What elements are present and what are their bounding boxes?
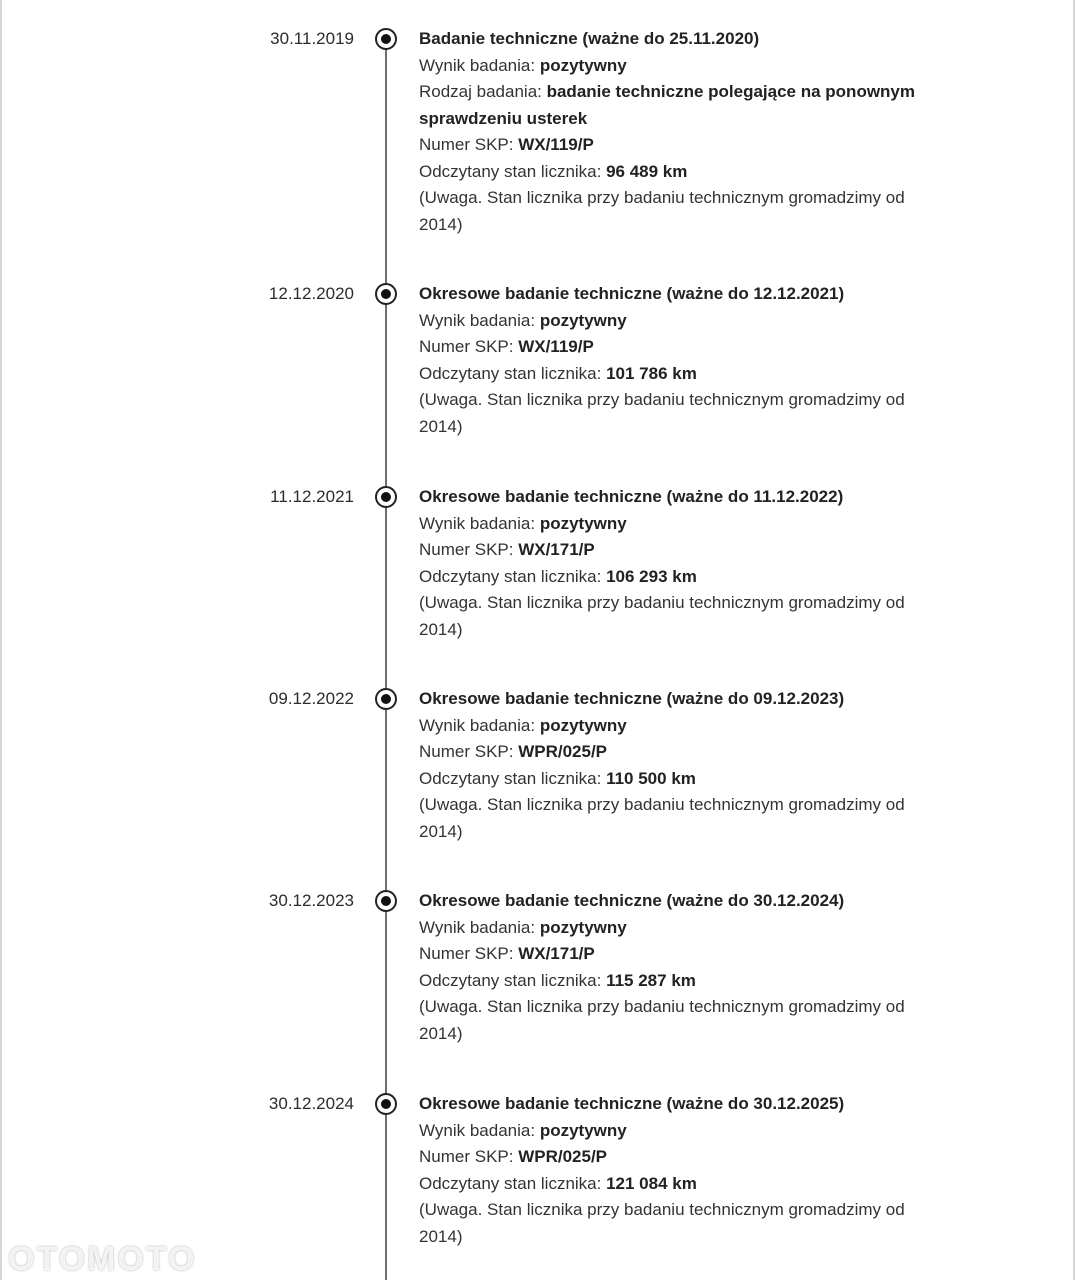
skp-label: Numer SKP: <box>419 1147 519 1166</box>
skp-row <box>419 1144 939 1171</box>
skp-row <box>419 537 939 564</box>
skp-label: Numer SKP: <box>419 337 519 356</box>
odometer-row <box>419 361 939 388</box>
skp-row <box>419 941 939 968</box>
result-label: Wynik badania: <box>419 55 540 75</box>
entry-details <box>419 281 939 440</box>
skp-label: Numer SKP: <box>419 135 519 154</box>
entry-date: 12.12.2020 <box>268 284 354 303</box>
skp-row <box>419 334 939 361</box>
skp-label: Numer SKP: <box>419 540 519 559</box>
odometer-label: Odczytany stan licznika: <box>419 363 607 383</box>
result-label: Wynik badania: <box>419 1120 540 1140</box>
skp-label: Numer SKP: <box>419 944 519 963</box>
timeline-marker-icon <box>375 283 397 305</box>
result-row <box>419 1118 939 1145</box>
skp-row <box>419 739 939 766</box>
entry-date: 11.12.2021 <box>270 487 354 506</box>
entry-date: 30.12.2023 <box>268 891 354 910</box>
odometer-label: Odczytany stan licznika: <box>419 566 607 586</box>
result-label: Wynik badania: <box>419 310 540 330</box>
skp-value: WX/171/P <box>518 540 595 559</box>
timeline-marker-icon <box>375 28 397 50</box>
odometer-note: (Uwaga. Stan licznika przy badaniu technicznym gromadzimy od 2014) <box>419 1200 905 1246</box>
odometer-label: Odczytany stan licznika: <box>419 970 607 990</box>
result-row <box>419 308 939 335</box>
entry-date: 30.11.2019 <box>270 29 354 48</box>
timeline-marker-icon <box>375 1093 397 1115</box>
odometer-value: 106 293 km <box>606 566 697 586</box>
entry-date: 09.12.2022 <box>268 689 354 708</box>
entry-date: 30.12.2024 <box>268 1094 354 1113</box>
odometer-label: Odczytany stan licznika: <box>419 768 607 788</box>
left-divider <box>0 0 2 1280</box>
result-value: pozytywny <box>539 715 627 735</box>
entry-details <box>419 26 939 238</box>
odometer-label: Odczytany stan licznika: <box>419 161 607 181</box>
result-row <box>419 511 939 538</box>
type-row <box>419 79 939 132</box>
result-value: pozytywny <box>539 310 627 330</box>
type-value: badanie techniczne polegające na ponownym sprawdzeniu usterek <box>419 82 916 128</box>
type-label: Rodzaj badania: <box>419 82 547 101</box>
skp-value: WX/119/P <box>518 337 594 356</box>
skp-value: WX/171/P <box>518 944 595 963</box>
timeline-marker-icon <box>375 486 397 508</box>
result-value: pozytywny <box>539 1120 627 1140</box>
skp-row <box>419 132 939 159</box>
entry-title: Okresowe badanie techniczne (ważne do 30.12.2024) <box>419 891 845 910</box>
odometer-row <box>419 564 939 591</box>
skp-value: WX/119/P <box>518 135 594 154</box>
entry-title: Okresowe badanie techniczne (ważne do 30.12.2025) <box>419 1094 845 1113</box>
result-row <box>419 53 939 80</box>
skp-value: WPR/025/P <box>518 1147 608 1166</box>
result-value: pozytywny <box>539 513 627 533</box>
entry-title: Badanie techniczne (ważne do 25.11.2020) <box>419 29 760 48</box>
odometer-value: 110 500 km <box>606 768 696 788</box>
odometer-label: Odczytany stan licznika: <box>419 1173 607 1193</box>
result-value: pozytywny <box>539 55 627 75</box>
odometer-note: (Uwaga. Stan licznika przy badaniu technicznym gromadzimy od 2014) <box>419 997 905 1043</box>
entry-details <box>419 888 939 1047</box>
result-value: pozytywny <box>539 917 627 937</box>
entry-title: Okresowe badanie techniczne (ważne do 11.12.2022) <box>419 487 844 506</box>
result-label: Wynik badania: <box>419 917 540 937</box>
timeline-marker-icon <box>375 688 397 710</box>
entry-details <box>419 484 939 643</box>
odometer-row <box>419 1171 939 1198</box>
odometer-note: (Uwaga. Stan licznika przy badaniu technicznym gromadzimy od 2014) <box>419 188 905 234</box>
odometer-note: (Uwaga. Stan licznika przy badaniu technicznym gromadzimy od 2014) <box>419 390 905 436</box>
entry-title: Okresowe badanie techniczne (ważne do 09.12.2023) <box>419 689 845 708</box>
result-label: Wynik badania: <box>419 715 540 735</box>
odometer-row <box>419 159 939 186</box>
skp-value: WPR/025/P <box>518 742 608 761</box>
skp-label: Numer SKP: <box>419 742 519 761</box>
odometer-value: 115 287 km <box>606 970 696 990</box>
odometer-row <box>419 766 939 793</box>
timeline-marker-icon <box>375 890 397 912</box>
entry-details <box>419 686 939 845</box>
entry-details <box>419 1091 939 1250</box>
odometer-note: (Uwaga. Stan licznika przy badaniu technicznym gromadzimy od 2014) <box>419 593 905 639</box>
odometer-value: 96 489 km <box>606 161 688 181</box>
odometer-value: 101 786 km <box>606 363 697 383</box>
odometer-row <box>419 968 939 995</box>
result-label: Wynik badania: <box>419 513 540 533</box>
odometer-note: (Uwaga. Stan licznika przy badaniu technicznym gromadzimy od 2014) <box>419 795 905 841</box>
otomoto-watermark-logo: OTOMOTO <box>8 1240 197 1278</box>
entry-title: Okresowe badanie techniczne (ważne do 12.12.2021) <box>419 284 845 303</box>
result-row <box>419 915 939 942</box>
result-row <box>419 713 939 740</box>
odometer-value: 121 084 km <box>606 1173 697 1193</box>
